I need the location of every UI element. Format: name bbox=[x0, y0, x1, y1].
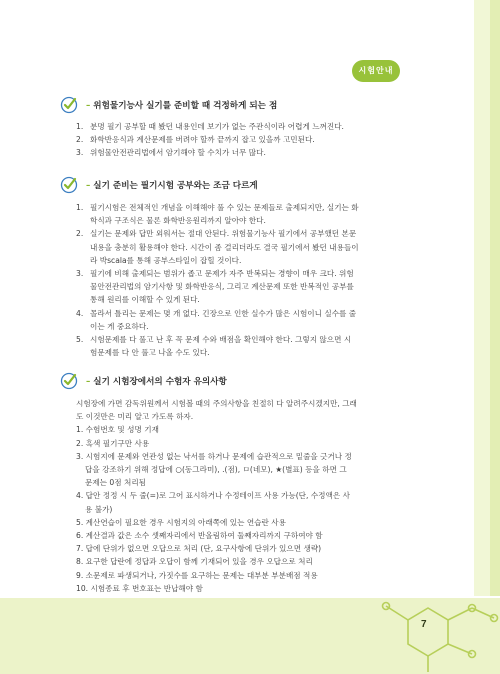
list-item: 1. 분명 필기 공부할 때 봤던 내용인데 보기가 없는 주관식이라 어렵게 느껴진다. bbox=[76, 122, 344, 131]
list-item: 9. 소문제로 파생되거나, 가짓수를 요구하는 문제는 대부분 부분배점 적용 bbox=[76, 570, 318, 580]
section-concerns bbox=[60, 96, 460, 160]
section-exam-rules bbox=[60, 372, 460, 595]
list-item: 10. 시험종료 후 번호표는 반납해야 함 bbox=[76, 583, 203, 593]
preparation-list bbox=[60, 201, 460, 359]
list-item: 1. 수험번호 및 성명 기재 bbox=[76, 425, 159, 435]
list-item: 4. 답안 정정 시 두 줄(=)로 그어 표시하거나 수정테이프 사용 가능(단, 수정액은 사 용 불가) bbox=[76, 491, 350, 514]
check-circle-icon bbox=[60, 372, 78, 390]
check-circle-icon bbox=[60, 96, 78, 114]
list-item: 4. 몰라서 틀리는 문제는 몇 개 없다. 긴장으로 인한 실수가 많은 시험이니 실수를 줄 이는 게 중요하다. bbox=[76, 308, 357, 331]
list-item: 3. 위험물안전관리법에서 암기해야 할 수치가 너무 많다. bbox=[76, 148, 266, 158]
list-item: 6. 계산결과 값은 소수 셋째자리에서 반올림하여 둘째자리까지 구하여야 함 bbox=[76, 531, 323, 541]
list-item: 8. 요구한 답란에 정답과 오답이 함께 기재되어 있을 경우 오답으로 처리 bbox=[76, 557, 313, 567]
concern-list bbox=[60, 120, 460, 160]
list-item: 2. 화학반응식과 계산문제를 버려야 할까 끝까지 잡고 있을까 고민된다. bbox=[76, 135, 315, 145]
section-preparation bbox=[60, 176, 460, 359]
list-item: 7. 답에 단위가 없으면 오답으로 처리 (단, 요구사항에 단위가 있으면 생략) bbox=[76, 544, 322, 554]
section-title: – 위험물기능사 실기를 준비할 때 걱정하게 되는 점 bbox=[86, 101, 278, 111]
check-circle-icon bbox=[60, 176, 78, 194]
list-item: 3. 필기에 비해 출제되는 범위가 좁고 문제가 자주 반복되는 경향이 매우 크다. 위험 물안전관리법의 암기사항 및 화학반응식, 그리고 계산문제 또한 반복적인 공부를 통해 원리를 이해할 수 있게 된다. bbox=[76, 269, 354, 305]
list-item: 1. 필기시험은 전체적인 개념을 이해해야 풀 수 있는 문제들로 출제되지만, 실기는 화 학식과 구조식은 물론 화학반응원리까지 알아야 한다. bbox=[76, 203, 359, 226]
intro-paragraph: 시험장에 가면 감독위원께서 시험볼 때의 주의사항을 친절히 다 알려주시겠지만, 그래 도 이것만은 미리 알고 가도록 하자. bbox=[76, 399, 357, 422]
list-item: 5. 계산연습이 필요한 경우 시험지의 아래쪽에 있는 연습란 사용 bbox=[76, 517, 286, 527]
rules-list bbox=[60, 423, 460, 595]
section-badge: 시험안내 bbox=[352, 60, 400, 82]
section-header bbox=[60, 176, 460, 196]
side-decor-strip bbox=[490, 0, 500, 596]
page-number: 7 bbox=[421, 619, 427, 630]
section-title: – 실기 준비는 필기시험 공부와는 조금 다르게 bbox=[86, 181, 258, 191]
section-title: – 실기 시험장에서의 수험자 유의사항 bbox=[86, 377, 227, 387]
list-item: 2. 흑색 필기구만 사용 bbox=[76, 438, 150, 448]
section-header bbox=[60, 96, 460, 116]
list-item: 2. 실기는 문제와 답만 외워서는 절대 안된다. 위험물기능사 필기에서 공부했던 본문 내용을 충분히 활용해야 한다. 시간이 좀 걸리더라도 결국 필기에서 봤던 내용들이 라 박scala를 통해 공부스타일이 잡힐 것이다. bbox=[76, 229, 359, 265]
section-header bbox=[60, 372, 460, 392]
list-item: 5. 시험문제를 다 풀고 난 후 꼭 문제 수와 배점을 확인해야 한다. 그렇지 않으면 시 험문제를 다 안 풀고 나올 수도 있다. bbox=[76, 335, 352, 358]
molecule-decoration bbox=[356, 590, 500, 674]
list-item: 3. 시험지에 문제와 연관성 없는 낙서를 하거나 문제에 습관적으로 밑줄을 긋거나 정 답을 강조하기 위해 정답에 ○(동그라미), .(점), ㅁ(네모), ★(별표) 등을 하면 그 문제는 0점 처리됨 bbox=[76, 451, 352, 488]
